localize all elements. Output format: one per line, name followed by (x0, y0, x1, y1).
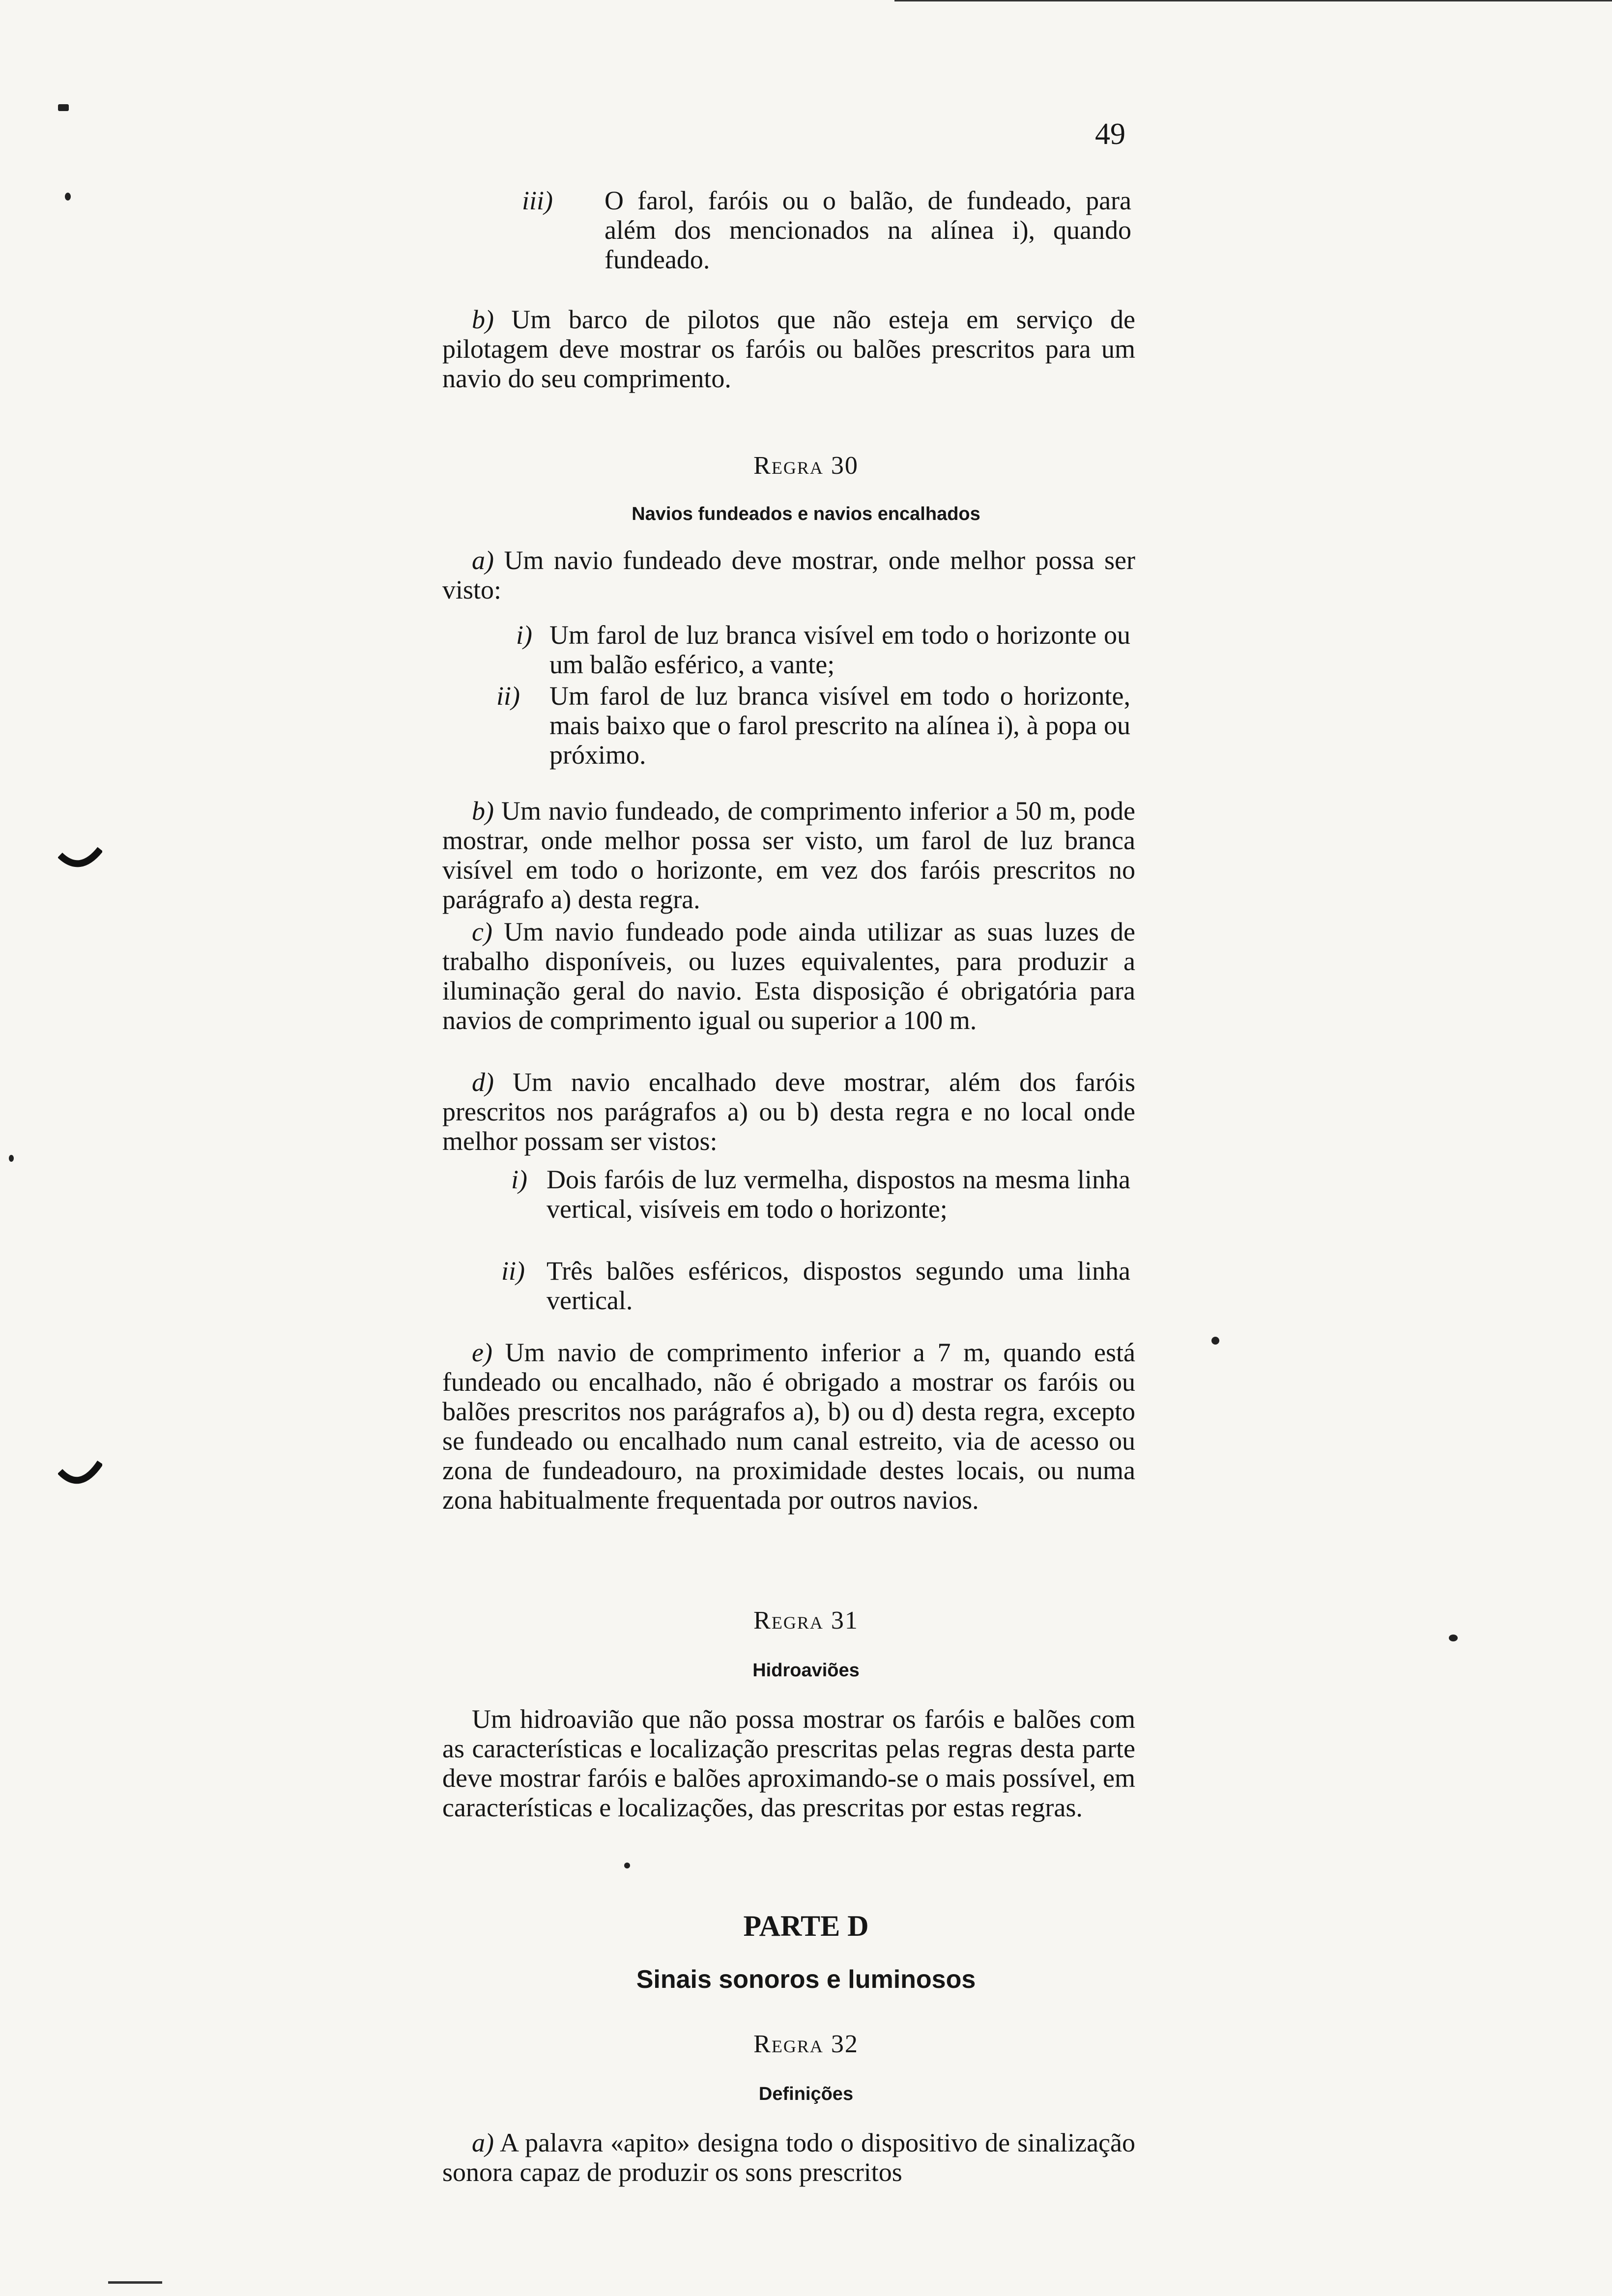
scan-speck (624, 1863, 630, 1868)
rule30-a-item-text: Um farol de luz branca visível em todo o horizonte, mais baixo que o farol prescrito na alínea i), à popa ou próximo. (549, 681, 1130, 770)
scan-speck (1211, 1337, 1219, 1345)
rule30-e-label: e) (472, 1338, 492, 1367)
rule32-a-text: A palavra «apito» designa todo o dispositivo de sinalização sonora capaz de produzir os sons prescritos (442, 2128, 1135, 2187)
rule31-paragraph: Um hidroavião que não possa mostrar os faróis e balões com as características e localização prescritas pelas regras desta parte deve mostrar faróis e balões aproximando-se o mais possível, em características e localizações, das prescritas por estas regras. (442, 1704, 1135, 1822)
rule32-subtitle: Definições (758, 2084, 854, 2104)
rule30-a-item-label: ii) (496, 681, 520, 711)
pilots-paragraph (442, 305, 1135, 393)
rule30-b-paragraph (442, 796, 1135, 914)
rule30-a-item (496, 681, 1130, 770)
rule30-a-label: a) (472, 545, 494, 575)
top-edge-rule (894, 0, 1612, 1)
top-item (522, 186, 1131, 274)
rule30-d-label: d) (472, 1067, 494, 1097)
top-item-text: O farol, faróis ou o balão, de fundeado, para além dos mencionados na alínea i), quando fundeado. (604, 186, 1131, 274)
rule32-title: Regra 32 (753, 2030, 859, 2058)
rule30-c-paragraph (442, 917, 1135, 1035)
rule30-d-item-text: Três balões esféricos, dispostos segundo uma linha vertical. (547, 1256, 1130, 1315)
scan-speck (9, 1155, 14, 1162)
rule30-d-item (501, 1256, 1130, 1315)
scan-speck (58, 104, 69, 111)
rule30-b-label: b) (472, 796, 494, 826)
page-number: 49 (1095, 117, 1125, 151)
scan-speck (65, 193, 71, 201)
part-d-title: PARTE D (743, 1910, 869, 1942)
binding-hole-mark-lower (58, 1460, 102, 1494)
rule30-a-item (516, 620, 1130, 679)
rule30-a-item-label: i) (516, 620, 532, 650)
bottom-edge-smudge (108, 2281, 162, 2284)
rule31-title: Regra 31 (753, 1607, 859, 1635)
rule31-subtitle: Hidroaviões (752, 1660, 860, 1681)
top-item-label: iii) (522, 186, 553, 215)
rule30-d-text: Um navio encalhado deve mostrar, além dos faróis prescritos nos parágrafos a) ou b) desta regra e no local onde melhor possam ser vistos: (442, 1067, 1136, 1156)
rule30-a-text: Um navio fundeado deve mostrar, onde melhor possa ser visto: (442, 545, 1135, 604)
rule30-d-paragraph (442, 1067, 1135, 1156)
rule30-c-text: Um navio fundeado pode ainda utilizar as suas luzes de trabalho disponíveis, ou luzes equivalentes, para produzir a iluminação geral do navio. Esta disposição é obrigatória para navios de comprimento igual ou superior a 100 m. (442, 917, 1136, 1035)
rule30-a-paragraph (442, 545, 1135, 604)
rule30-e-text: Um navio de comprimento inferior a 7 m, quando está fundeado ou encalhado, não é obrigado a mostrar os faróis ou balões prescritos nos parágrafos a), b) ou d) desta regra, excepto se fundeado ou encalhado num canal estreito, via de acesso ou zona de fundeadouro, na proximidade destes locais, ou numa zona habitualmente frequentada por outros navios. (442, 1338, 1135, 1515)
pilots-paragraph-text: Um barco de pilotos que não esteja em serviço de pilotagem deve mostrar os faróis ou balões prescritos para um navio do seu comprimento. (442, 305, 1135, 393)
pilots-paragraph-label: b) (472, 305, 494, 334)
binding-hole-mark-upper (58, 845, 102, 875)
rule30-e-paragraph (442, 1338, 1135, 1515)
rule30-d-item-label: ii) (501, 1256, 525, 1286)
rule30-d-item (511, 1165, 1130, 1224)
rule32-a-label: a) (472, 2128, 494, 2157)
rule32-a-paragraph (442, 2128, 1135, 2187)
rule30-c-label: c) (472, 917, 492, 947)
part-d-subtitle: Sinais sonoros e luminosos (636, 1965, 976, 1994)
scan-speck (1449, 1635, 1458, 1641)
rule30-title: Regra 30 (753, 452, 859, 480)
rule30-d-item-text: Dois faróis de luz vermelha, dispostos na mesma linha vertical, visíveis em todo o horizonte; (547, 1165, 1130, 1224)
rule30-d-item-label: i) (511, 1165, 527, 1194)
rule30-a-item-text: Um farol de luz branca visível em todo o horizonte ou um balão esférico, a vante; (549, 620, 1130, 679)
rule30-b-text: Um navio fundeado, de comprimento inferior a 50 m, pode mostrar, onde melhor possa ser visto, um farol de luz branca visível em todo o horizonte, em vez dos faróis prescritos no parágrafo a) desta regra. (442, 796, 1136, 914)
rule30-subtitle: Navios fundeados e navios encalhados (632, 504, 980, 524)
